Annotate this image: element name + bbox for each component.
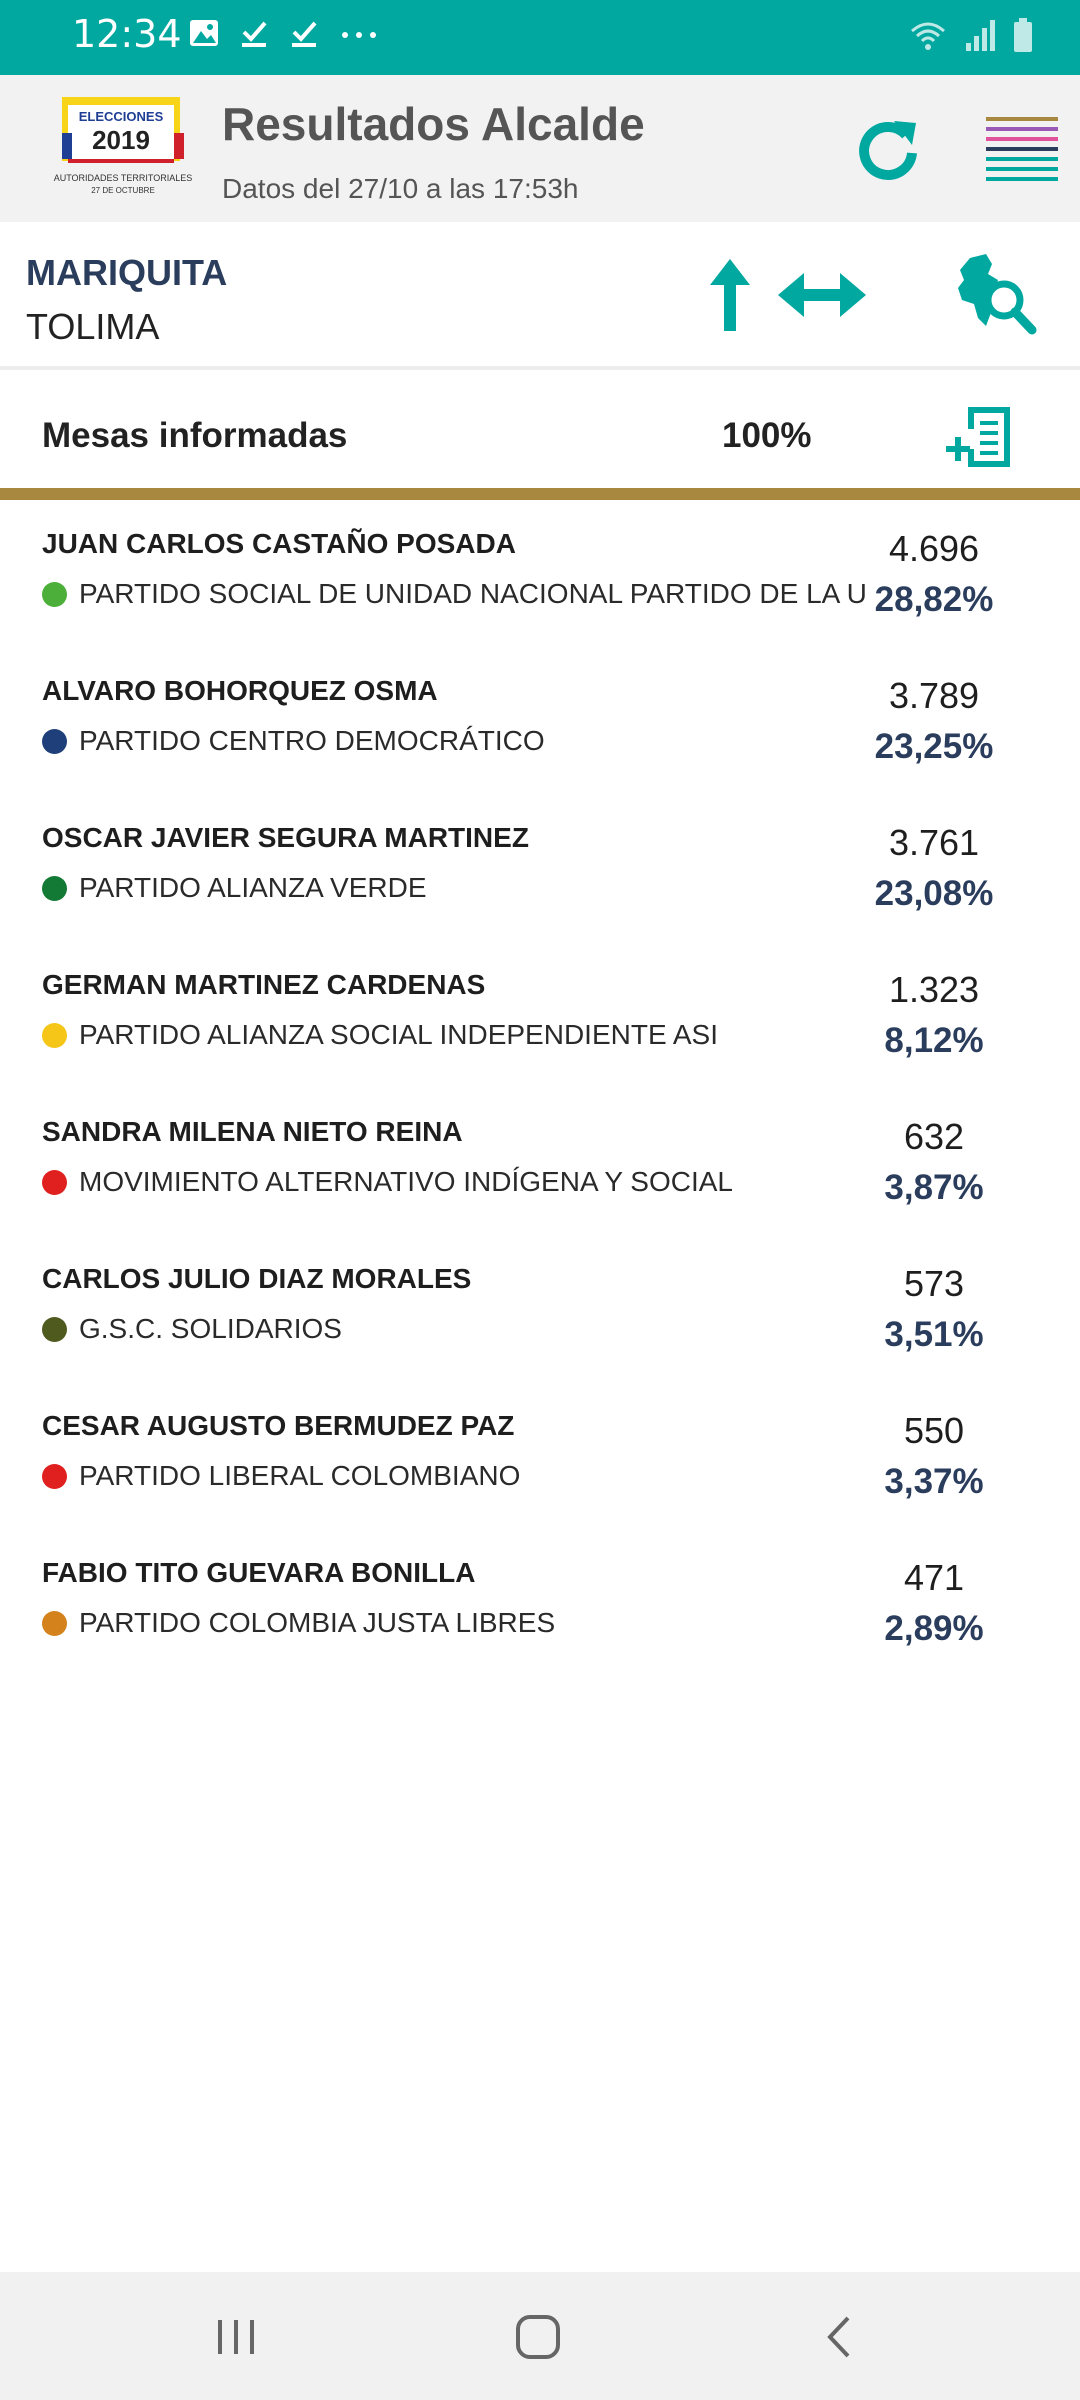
candidate-name: OSCAR JAVIER SEGURA MARTINEZ [42, 822, 529, 853]
party-name: PARTIDO ALIANZA VERDE [79, 872, 427, 903]
candidate-row[interactable] [0, 500, 1080, 647]
location-bar [0, 222, 1080, 370]
image-icon [188, 17, 220, 49]
party-color-dot [42, 729, 67, 754]
candidate-row[interactable] [0, 1088, 1080, 1235]
candidate-name: FABIO TITO GUEVARA BONILLA [42, 1557, 476, 1588]
candidate-name: GERMAN MARTINEZ CARDENAS [42, 969, 486, 1000]
vote-count: 3.761 [888, 822, 980, 863]
mesas-informadas-row [0, 370, 1080, 488]
elecciones-logo [48, 93, 198, 205]
arrow-left-right-icon [776, 269, 868, 321]
party-color-dot [42, 1170, 67, 1195]
party-name: PARTIDO LIBERAL COLOMBIANO [79, 1460, 521, 1491]
home-button[interactable] [510, 2312, 566, 2362]
candidate-name: CARLOS JULIO DIAZ MORALES [42, 1263, 472, 1294]
candidate-row[interactable] [0, 647, 1080, 794]
party-color-dot [42, 1464, 67, 1489]
mesas-detail-button[interactable] [946, 405, 1014, 469]
page-title: Resultados Alcalde [222, 98, 645, 150]
back-button[interactable] [814, 2312, 870, 2362]
party-color-dot [42, 876, 67, 901]
vote-percent: 3,37% [884, 1462, 984, 1501]
map-search-icon [952, 252, 1040, 336]
vote-count: 1.323 [888, 969, 980, 1010]
menu-button[interactable] [984, 111, 1060, 185]
vote-count: 4.696 [888, 528, 980, 569]
level-up-button[interactable] [706, 257, 754, 333]
municipality-name: MARIQUITA [26, 252, 228, 293]
candidate-name: ALVARO BOHORQUEZ OSMA [42, 675, 438, 706]
vote-percent: 3,51% [884, 1315, 984, 1354]
vote-percent: 23,25% [874, 727, 994, 766]
vote-count: 573 [903, 1263, 965, 1304]
candidate-row[interactable] [0, 1529, 1080, 1676]
check-icon [238, 17, 270, 49]
logo-year: 2019 [92, 125, 150, 155]
mesas-label: Mesas informadas [42, 416, 348, 455]
app-header [0, 75, 1080, 222]
vote-percent: 28,82% [874, 580, 994, 619]
vote-percent: 2,89% [884, 1609, 984, 1648]
add-document-icon [946, 405, 1014, 469]
logo-line1: ELECCIONES [78, 109, 164, 124]
recent-apps-icon [208, 2312, 264, 2362]
refresh-button[interactable] [852, 113, 924, 185]
party-name: G.S.C. SOLIDARIOS [79, 1313, 342, 1344]
vote-percent: 3,87% [884, 1168, 984, 1207]
wifi-icon [908, 17, 948, 53]
battery-icon [1012, 17, 1034, 53]
check-icon [288, 17, 320, 49]
candidate-row[interactable] [0, 794, 1080, 941]
vote-count: 3.789 [888, 675, 980, 716]
candidate-row[interactable] [0, 941, 1080, 1088]
candidate-name: SANDRA MILENA NIETO REINA [42, 1116, 463, 1147]
signal-icon [964, 17, 996, 53]
party-name: PARTIDO ALIANZA SOCIAL INDEPENDIENTE ASI [79, 1019, 718, 1050]
recent-apps-button[interactable] [208, 2312, 264, 2362]
arrow-up-icon [706, 257, 754, 333]
party-color-dot [42, 1611, 67, 1636]
logo-line3: AUTORIDADES TERRITORIALES [53, 173, 193, 183]
section-divider [0, 488, 1080, 500]
department-name: TOLIMA [26, 306, 160, 347]
status-bar [0, 0, 1080, 75]
party-name: MOVIMIENTO ALTERNATIVO INDÍGENA Y SOCIAL [79, 1166, 734, 1197]
vote-percent: 23,08% [874, 874, 994, 913]
party-name: PARTIDO COLOMBIA JUSTA LIBRES [79, 1607, 556, 1638]
party-name: PARTIDO CENTRO DEMOCRÁTICO [79, 725, 545, 756]
home-icon [510, 2312, 566, 2362]
back-icon [814, 2312, 870, 2362]
vote-count: 550 [903, 1410, 965, 1451]
refresh-icon [852, 113, 924, 185]
vote-count: 632 [903, 1116, 965, 1157]
candidate-name: JUAN CARLOS CASTAÑO POSADA [42, 528, 516, 559]
map-search-button[interactable] [952, 252, 1040, 336]
candidate-name: CESAR AUGUSTO BERMUDEZ PAZ [42, 1410, 515, 1441]
logo-line4: 27 DE OCTUBRE [91, 186, 155, 195]
data-timestamp: Datos del 27/10 a las 17:53h [222, 173, 579, 204]
system-nav-bar [0, 2272, 1080, 2400]
more-icon [338, 17, 380, 49]
party-color-dot [42, 1317, 67, 1342]
party-color-dot [42, 582, 67, 607]
party-color-dot [42, 1023, 67, 1048]
candidate-list [0, 500, 1080, 1676]
party-name: PARTIDO SOCIAL DE UNIDAD NACIONAL PARTIDO DE LA U [79, 578, 867, 609]
vote-count: 471 [903, 1557, 965, 1598]
vote-percent: 8,12% [884, 1021, 984, 1060]
compare-button[interactable] [776, 269, 868, 321]
mesas-percent: 100% [722, 416, 812, 455]
candidate-row[interactable] [0, 1382, 1080, 1529]
menu-icon [984, 111, 1060, 185]
candidate-row[interactable] [0, 1235, 1080, 1382]
status-time: 12:34 [72, 12, 182, 56]
